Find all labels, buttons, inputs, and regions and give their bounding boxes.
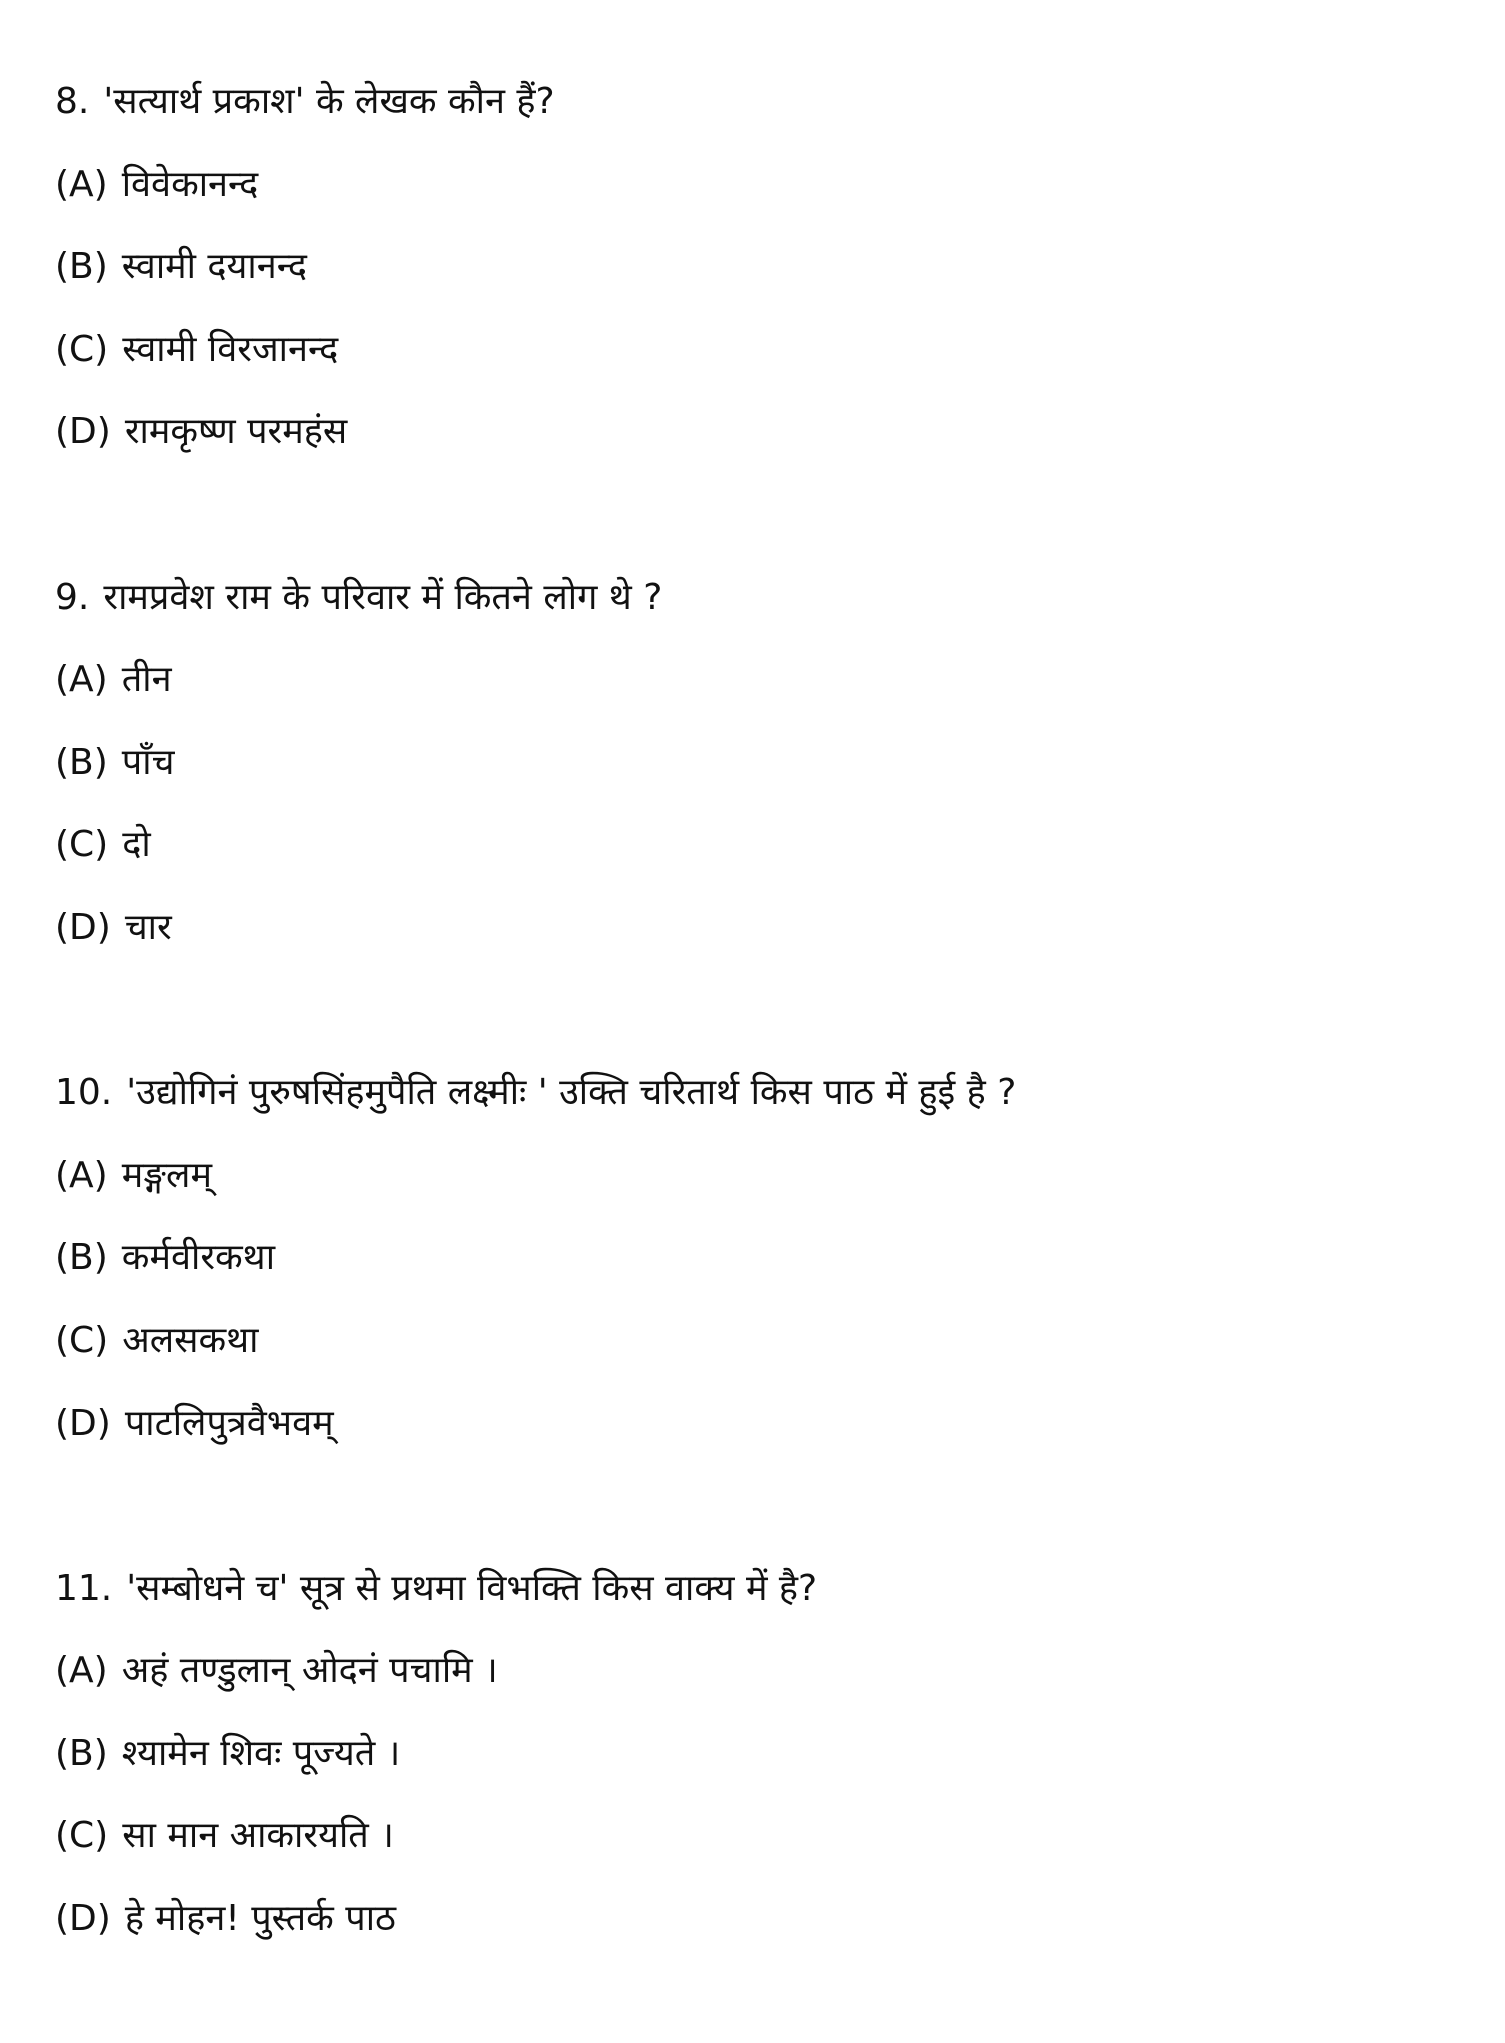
answer-option: [55, 1878, 1465, 1961]
answer-option: [55, 887, 1465, 970]
answer-option: [55, 144, 1465, 227]
question-text: रामप्रवेश राम के परिवार में कितने लोग थे ?: [103, 576, 663, 618]
answer-option: [55, 1713, 1465, 1796]
question-block: [55, 557, 1465, 970]
option-label: (C): [55, 1815, 109, 1857]
question-text-line: [55, 1548, 1465, 1631]
question-number: 8.: [55, 81, 90, 122]
option-label: (C): [55, 824, 109, 866]
option-label: (D): [55, 1898, 111, 1940]
option-label: (D): [55, 1402, 111, 1444]
option-text: स्वामी विरजानन्द: [122, 328, 339, 370]
question-block: [55, 1548, 1465, 1961]
option-text: सा मान आकारयति ।: [122, 1815, 394, 1857]
option-label: (D): [55, 906, 111, 948]
option-label: (B): [55, 741, 108, 783]
question-text-line: [55, 557, 1465, 640]
answer-option: [55, 1135, 1465, 1218]
question-text-line: [55, 61, 1465, 144]
answer-option: [55, 722, 1465, 805]
option-text: पाटलिपुत्रवैभवम्: [124, 1402, 334, 1444]
option-text: मङ्गलम्: [121, 1154, 212, 1196]
question-number: 10.: [55, 1072, 113, 1114]
question-text: 'उद्योगिनं पुरुषसिंहमुपैति लक्ष्मीः ' उक्ति चरितार्थ किस पाठ में हुई है ?: [126, 1072, 1017, 1114]
answer-option: [55, 1217, 1465, 1300]
option-text: हे मोहन! पुस्तर्क पाठ: [124, 1898, 396, 1940]
option-text: चार: [124, 906, 172, 948]
option-label: (B): [55, 1237, 108, 1279]
option-text: स्वामी दयानन्द: [121, 246, 307, 288]
answer-option: [55, 804, 1465, 887]
question-number: 9.: [55, 576, 90, 618]
answer-option: [55, 1383, 1465, 1466]
question-text: 'सत्यार्थ प्रकाश' के लेखक कौन हैं?: [103, 81, 555, 122]
option-label: (A): [55, 1154, 108, 1196]
option-label: (C): [55, 328, 109, 370]
question-number: 11.: [55, 1567, 113, 1609]
question-page: [55, 61, 1465, 2043]
option-label: (A): [55, 163, 108, 205]
option-label: (B): [55, 246, 108, 288]
answer-option: [55, 226, 1465, 309]
answer-option: [55, 391, 1465, 474]
option-text: तीन: [121, 659, 172, 701]
option-text: श्यामेन शिवः पूज्यते ।: [121, 1732, 401, 1774]
option-text: दो: [122, 824, 151, 866]
answer-option: [55, 1630, 1465, 1713]
answer-option: [55, 309, 1465, 392]
question-block: [55, 61, 1465, 474]
option-text: विवेकानन्द: [121, 163, 259, 205]
answer-option: [55, 1795, 1465, 1878]
option-text: अहं तण्डुलान् ओदनं पचामि ।: [121, 1650, 498, 1692]
option-text: पाँच: [121, 741, 175, 783]
option-label: (A): [55, 1650, 108, 1692]
option-label: (D): [55, 411, 111, 453]
option-text: रामकृष्ण परमहंस: [124, 411, 348, 453]
option-label: (B): [55, 1732, 108, 1774]
answer-option: [55, 639, 1465, 722]
answer-option: [55, 1300, 1465, 1383]
question-text: 'सम्बोधने च' सूत्र से प्रथमा विभक्ति किस वाक्य में है?: [126, 1567, 818, 1609]
option-text: अलसकथा: [122, 1319, 259, 1361]
option-label: (C): [55, 1319, 109, 1361]
option-label: (A): [55, 659, 108, 701]
question-text-line: [55, 1052, 1465, 1135]
question-block: [55, 1052, 1465, 1465]
option-text: कर्मवीरकथा: [121, 1237, 276, 1279]
